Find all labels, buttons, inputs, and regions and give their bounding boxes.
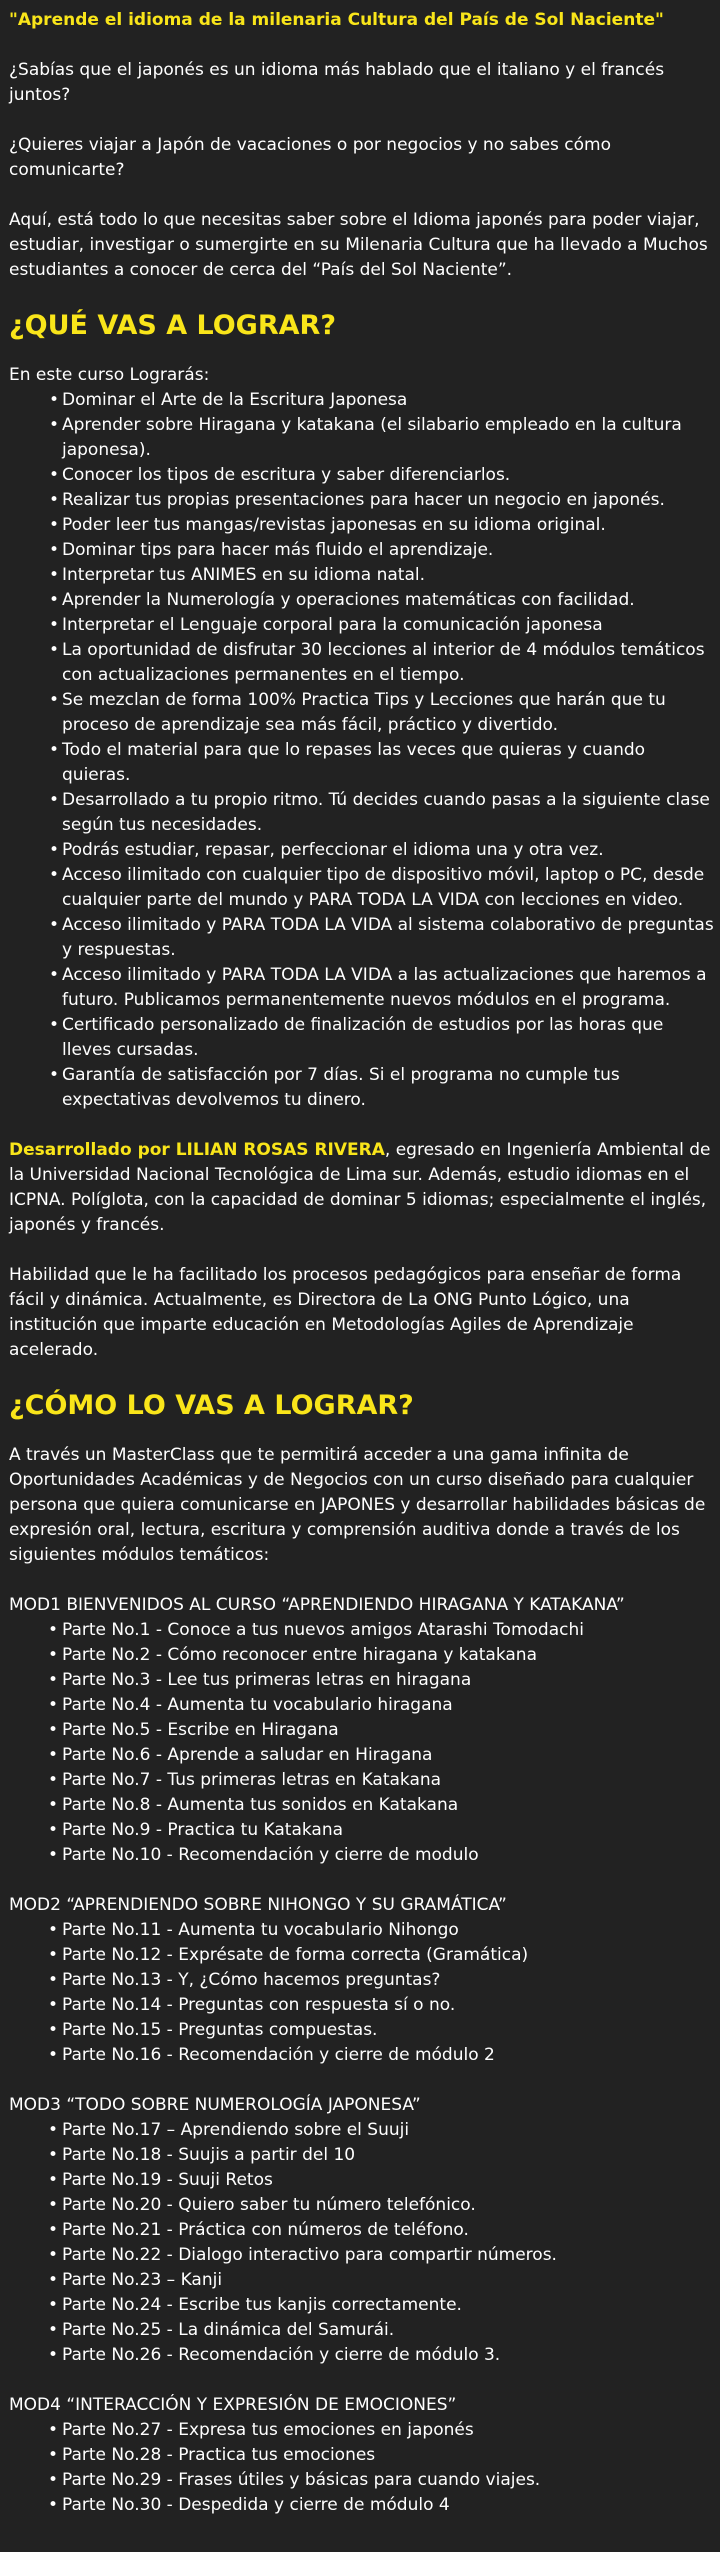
module-title: MOD4 “INTERACCIÓN Y EXPRESIÓN DE EMOCIONES” <box>9 2395 457 2415</box>
list-item: • Aprender sobre Hiragana y katakana (el silabario empleado en la cultura japonesa). <box>9 413 714 463</box>
list-item: • Parte No.21 - Práctica con números de teléfono. <box>9 2218 714 2243</box>
list-item: • Conocer los tipos de escritura y saber diferenciarlos. <box>9 463 714 488</box>
author-bio-text: , egresado en Ingeniería Ambiental de la Universidad Nacional Tecnológica de Lima sur. Además, estudio idiomas en el ICPNA. Políglota, con la capacidad de dominar 5 idiomas; especialmente el inglés, japonés y francés. <box>9 1140 711 1235</box>
list-item: • Parte No.22 - Dialogo interactivo para compartir números. <box>9 2243 714 2268</box>
list-item: • Parte No.11 - Aumenta tu vocabulario Nihongo <box>9 1918 714 1943</box>
spacer <box>9 1113 714 1138</box>
list-item: • Parte No.17 – Aprendiendo sobre el Suuji <box>9 2118 714 2143</box>
list-item: • Parte No.18 - Suujis a partir del 10 <box>9 2143 714 2168</box>
list-item: • Desarrollado a tu propio ritmo. Tú decides cuando pasas a la siguiente clase según tus necesidades. <box>9 788 714 838</box>
module-4 <box>9 2393 714 2518</box>
list-item: • Parte No.19 - Suuji Retos <box>9 2168 714 2193</box>
list-item: • Parte No.2 - Cómo reconocer entre hiragana y katakana <box>9 1643 714 1668</box>
list-item: • La oportunidad de disfrutar 30 lecciones al interior de 4 módulos temáticos con actualizaciones permanentes en el tiempo. <box>9 638 714 688</box>
intro-paragraph: ¿Quieres viajar a Japón de vacaciones o por negocios y no sabes cómo comunicarte? <box>9 135 611 180</box>
list-item: • Podrás estudiar, repasar, perfeccionar el idioma una y otra vez. <box>9 838 714 863</box>
intro-paragraph: Aquí, está todo lo que necesitas saber sobre el Idioma japonés para poder viajar, estudiar, investigar o sumergirte en su Milenaria Cultura que ha llevado a Muchos estudiantes a conocer de cerca del “País del Sol Naciente”. <box>9 210 708 280</box>
list-item: • Dominar tips para hacer más fluido el aprendizaje. <box>9 538 714 563</box>
list-item: • Parte No.29 - Frases útiles y básicas para cuando viajes. <box>9 2468 714 2493</box>
list-item: • Certificado personalizado de finalización de estudios por las horas que lleves cursadas. <box>9 1013 714 1063</box>
list-item: • Parte No.9 - Practica tu Katakana <box>9 1818 714 1843</box>
list-item: • Parte No.27 - Expresa tus emociones en japonés <box>9 2418 714 2443</box>
author-bio <box>9 1138 714 1238</box>
module-parts-list <box>9 1618 714 1868</box>
list-item: • Realizar tus propias presentaciones para hacer un negocio en japonés. <box>9 488 714 513</box>
module-1 <box>9 1593 714 1868</box>
list-item: • Aprender la Numerología y operaciones matemáticas con facilidad. <box>9 588 714 613</box>
list-item: • Garantía de satisfacción por 7 días. Si el programa no cumple tus expectativas devolvemos tu dinero. <box>9 1063 714 1113</box>
list-item: • Parte No.12 - Exprésate de forma correcta (Gramática) <box>9 1943 714 1968</box>
module-parts-list <box>9 1918 714 2068</box>
how-heading: ¿CÓMO LO VAS A LOGRAR? <box>9 1390 414 1421</box>
list-item: • Acceso ilimitado y PARA TODA LA VIDA al sistema colaborativo de preguntas y respuestas. <box>9 913 714 963</box>
list-item: • Dominar el Arte de la Escritura Japonesa <box>9 388 714 413</box>
module-3 <box>9 2093 714 2368</box>
what-lead: En este curso Lograrás: <box>9 365 210 385</box>
module-2 <box>9 1893 714 2068</box>
module-parts-list <box>9 2418 714 2518</box>
author-bio-2: Habilidad que le ha facilitado los procesos pedagógicos para enseñar de forma fácil y dinámica. Actualmente, es Directora de La ONG Punto Lógico, una institución que imparte educación en Metodologías Agiles de Aprendizaje acelerado. <box>9 1265 682 1360</box>
list-item: • Parte No.24 - Escribe tus kanjis correctamente. <box>9 2293 714 2318</box>
list-item: • Parte No.7 - Tus primeras letras en Katakana <box>9 1768 714 1793</box>
list-item: • Parte No.23 – Kanji <box>9 2268 714 2293</box>
intro-paragraph: ¿Sabías que el japonés es un idioma más hablado que el italiano y el francés juntos? <box>9 60 665 105</box>
module-parts-list <box>9 2118 714 2368</box>
list-item: • Parte No.25 - La dinámica del Samurái. <box>9 2318 714 2343</box>
how-lead: A través un MasterClass que te permitirá acceder a una gama infinita de Oportunidades Académicas y de Negocios con un curso diseñado para cualquier persona que quiera comunicarse en JAPONES y desarrollar habilidades básicas de expresión oral, lectura, escritura y comprensión auditiva donde a través de los siguientes módulos temáticos: <box>9 1445 706 1565</box>
achievements-list <box>9 388 714 1113</box>
list-item: • Parte No.26 - Recomendación y cierre de módulo 3. <box>9 2343 714 2368</box>
author-name: Desarrollado por LILIAN ROSAS RIVERA <box>9 1140 385 1160</box>
list-item: • Interpretar tus ANIMES en su idioma natal. <box>9 563 714 588</box>
list-item: • Parte No.5 - Escribe en Hiragana <box>9 1718 714 1743</box>
module-title: MOD2 “APRENDIENDO SOBRE NIHONGO Y SU GRAMÁTICA” <box>9 1895 507 1915</box>
list-item: • Parte No.4 - Aumenta tu vocabulario hiragana <box>9 1693 714 1718</box>
list-item: • Parte No.30 - Despedida y cierre de módulo 4 <box>9 2493 714 2518</box>
list-item: • Parte No.10 - Recomendación y cierre de modulo <box>9 1843 714 1868</box>
what-heading: ¿QUÉ VAS A LOGRAR? <box>9 310 336 341</box>
list-item: • Parte No.3 - Lee tus primeras letras en hiragana <box>9 1668 714 1693</box>
list-item: • Parte No.15 - Preguntas compuestas. <box>9 2018 714 2043</box>
list-item: • Parte No.13 - Y, ¿Cómo hacemos preguntas? <box>9 1968 714 1993</box>
module-title: MOD3 “TODO SOBRE NUMEROLOGÍA JAPONESA” <box>9 2095 421 2115</box>
list-item: • Todo el material para que lo repases las veces que quieras y cuando quieras. <box>9 738 714 788</box>
list-item: • Interpretar el Lenguaje corporal para la comunicación japonesa <box>9 613 714 638</box>
list-item: • Poder leer tus mangas/revistas japonesas en su idioma original. <box>9 513 714 538</box>
list-item: • Acceso ilimitado y PARA TODA LA VIDA a las actualizaciones que haremos a futuro. Publicamos permanentemente nuevos módulos en el programa. <box>9 963 714 1013</box>
list-item: • Parte No.8 - Aumenta tus sonidos en Katakana <box>9 1793 714 1818</box>
list-item: • Parte No.20 - Quiero saber tu número telefónico. <box>9 2193 714 2218</box>
list-item: • Parte No.16 - Recomendación y cierre de módulo 2 <box>9 2043 714 2068</box>
list-item: • Parte No.28 - Practica tus emociones <box>9 2443 714 2468</box>
list-item: • Acceso ilimitado con cualquier tipo de dispositivo móvil, laptop o PC, desde cualquier parte del mundo y PARA TODA LA VIDA con lecciones en video. <box>9 863 714 913</box>
module-title: MOD1 BIENVENIDOS AL CURSO “APRENDIENDO HIRAGANA Y KATAKANA” <box>9 1595 625 1615</box>
list-item: • Parte No.14 - Preguntas con respuesta sí o no. <box>9 1993 714 2018</box>
intro-title: "Aprende el idioma de la milenaria Cultura del País de Sol Naciente" <box>9 10 664 30</box>
list-item: • Se mezclan de forma 100% Practica Tips y Lecciones que harán que tu proceso de aprendizaje sea más fácil, práctico y divertido. <box>9 688 714 738</box>
list-item: • Parte No.1 - Conoce a tus nuevos amigos Atarashi Tomodachi <box>9 1618 714 1643</box>
list-item: • Parte No.6 - Aprende a saludar en Hiragana <box>9 1743 714 1768</box>
